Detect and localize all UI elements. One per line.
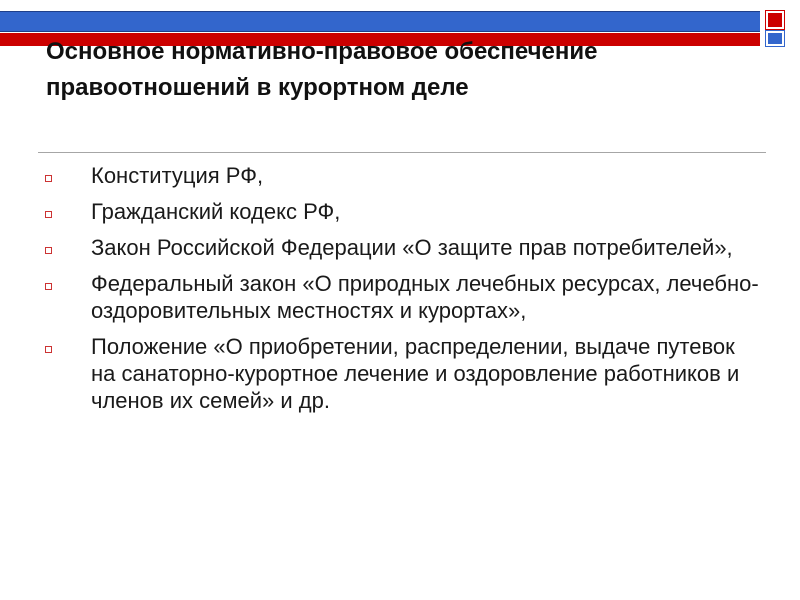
header-blue-band bbox=[0, 11, 760, 32]
list-item bbox=[40, 162, 760, 189]
bullet-list bbox=[40, 162, 760, 423]
list-item bbox=[40, 270, 760, 324]
square-bullet-icon bbox=[45, 247, 52, 254]
square-bullet-icon bbox=[45, 211, 52, 218]
list-item bbox=[40, 198, 760, 225]
list-item-text: Гражданский кодекс РФ, bbox=[91, 199, 341, 224]
list-item bbox=[40, 333, 760, 414]
list-item-text: Конституция РФ, bbox=[91, 163, 264, 188]
square-bullet-icon bbox=[45, 175, 52, 182]
list-item-text: Закон Российской Федерации «О защите прав потребителей», bbox=[91, 235, 733, 260]
list-item bbox=[40, 234, 760, 261]
list-item-text: Положение «О приобретении, распределении, выдаче путевок на санаторно-курортное лечение и оздоровление работников и членов их семей» и др. bbox=[91, 334, 740, 413]
slide-title: Основное нормативно-правовое обеспечение правоотношений в курортном деле bbox=[46, 38, 598, 101]
square-bullet-icon bbox=[45, 283, 52, 290]
list-item-text: Федеральный закон «О природных лечебных ресурсах, лечебно-оздоровительных местностях и курортах», bbox=[91, 271, 759, 323]
corner-blue-square bbox=[766, 31, 784, 46]
square-bullet-icon bbox=[45, 346, 52, 353]
title-divider bbox=[38, 152, 766, 153]
corner-red-square bbox=[766, 11, 784, 29]
